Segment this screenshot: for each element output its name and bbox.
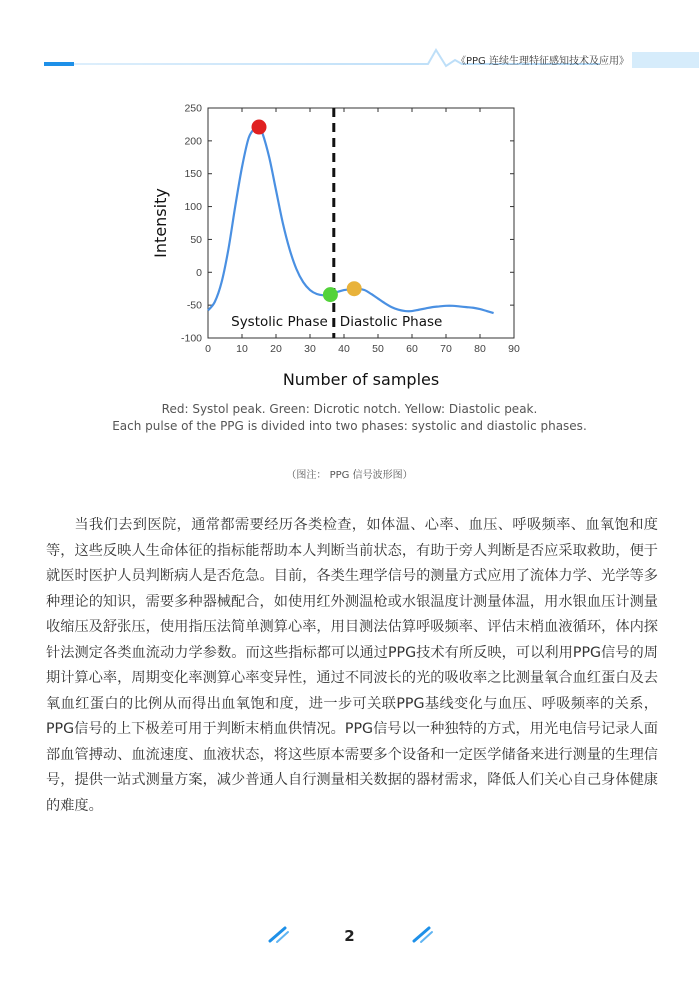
y-tick-label: 150 xyxy=(184,168,202,181)
book-title: 《PPG 连续生理特征感知技术及应用》 xyxy=(456,56,629,67)
y-tick-label: -100 xyxy=(180,332,202,345)
x-tick-label: 20 xyxy=(270,343,282,355)
figure-caption-line-1: Red: Systol peak. Green: Dicrotic notch. Yellow: Diastolic peak. xyxy=(161,402,538,416)
x-tick-label: 10 xyxy=(236,343,248,355)
diastolic-peak-marker xyxy=(347,281,362,296)
y-tick-label: 100 xyxy=(184,201,202,214)
systolic-peak-marker xyxy=(252,120,267,135)
y-axis-label: Intensity xyxy=(151,188,170,258)
diastolic-phase-label: Diastolic Phase xyxy=(339,314,443,330)
plot-frame xyxy=(208,108,514,338)
y-tick-label: 0 xyxy=(196,266,202,279)
x-tick-label: 80 xyxy=(474,343,486,355)
dicrotic-notch-marker xyxy=(323,287,338,302)
x-tick-label: 70 xyxy=(440,343,452,355)
systolic-phase-label: Systolic Phase xyxy=(231,314,328,330)
ppg-waveform-chart xyxy=(140,95,540,395)
x-tick-label: 0 xyxy=(205,343,211,355)
x-tick-label: 60 xyxy=(406,343,418,355)
header-decoration xyxy=(0,0,699,80)
y-tick-label: 250 xyxy=(184,102,202,115)
x-tick-label: 50 xyxy=(372,343,384,355)
x-tick-label: 30 xyxy=(304,343,316,355)
x-axis-label: Number of samples xyxy=(282,370,440,389)
header-accent-bar xyxy=(44,62,74,66)
figure-note: （图注： PPG 信号波形图） xyxy=(286,470,413,481)
y-tick-label: 200 xyxy=(184,135,202,148)
page-number: 2 xyxy=(344,927,355,945)
x-tick-label: 40 xyxy=(338,343,350,355)
body-paragraph: 当我们去到医院，通常都需要经历各类检查，如体温、心率、血压、呼吸频率、血氧饱和度等，这些反映人生命体征的指标能帮助本人判断当前状态，有助于旁人判断是否应采取救助，便于就医时医护人员判断病人是否危急。目前，各类生理学信号的测量方式应用了流体力学、光学等多种理论的知识，需要多种器械配合，如使用红外测温枪或水银温度计测量体温，用水银血压计测量收缩压及舒张压，使用指压法简单测算心率，用目测法估算呼吸频率、评估末梢血液循环，体内探针法测定各类血流动力学参数。而这些指标都可以通过PPG技术有所反映，可以利用PPG信号的周期计算心率，周期变化率测算心率变异性，通过不同波长的光的吸收率之比测量氧合血红蛋白及去氧血红蛋白的比例从而得出血氧饱和度，进一步可关联PPG基线变化与血压、呼吸频率的关系，PPG信号的上下极差可用于判断末梢血供情况。PPG信号以一种独特的方式，用光电信号记录人面部血管搏动、血流速度、血液状态，将这些原本需要多个设备和一定医学储备来进行测量的生理信号，提供一站式测量方案，减少普通人自行测量相关数据的器材需求，降低人们关心自己身体健康的难度。 xyxy=(46,517,658,814)
y-tick-label: 50 xyxy=(190,233,202,246)
x-tick-label: 90 xyxy=(508,343,520,355)
figure-caption-line-2: Each pulse of the PPG is divided into two phases: systolic and diastolic phases. xyxy=(112,419,587,433)
y-tick-label: -50 xyxy=(186,299,202,312)
